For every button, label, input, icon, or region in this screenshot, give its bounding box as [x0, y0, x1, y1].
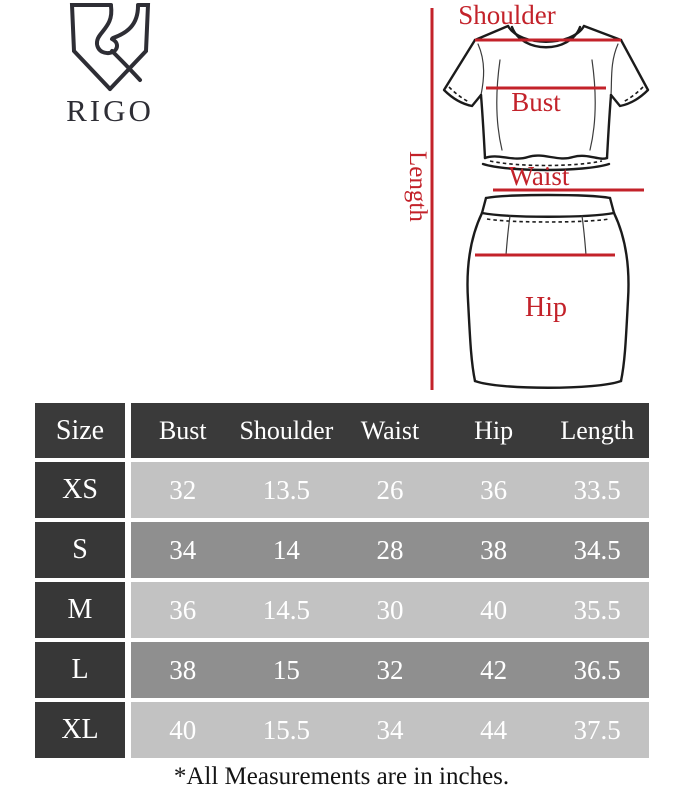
row-label-xl: XL — [35, 702, 125, 758]
bust-label: Bust — [511, 87, 561, 117]
cell-xs-waist: 26 — [376, 474, 404, 505]
cell-m-shoulder: 14.5 — [262, 594, 311, 625]
tshirt-right-armhole-seam — [611, 44, 618, 95]
tshirt-left-sleeve — [444, 40, 481, 106]
header-cell-shoulder: Shoulder — [239, 415, 334, 445]
cell-xs-length: 33.5 — [573, 474, 621, 505]
cell-l-hip: 42 — [480, 654, 508, 685]
row-strip-s — [131, 522, 649, 578]
skirt-waistband-bottom — [482, 213, 614, 217]
r-stem-stroke — [97, 6, 117, 53]
cell-l-shoulder: 15 — [272, 654, 300, 685]
table-row-l — [35, 642, 649, 698]
tshirt-right-side — [607, 95, 611, 158]
cell-xs-shoulder: 13.5 — [262, 474, 311, 505]
tshirt-left-side — [481, 95, 485, 158]
skirt-left-panel-seam — [506, 216, 510, 255]
cell-s-shoulder: 14 — [272, 534, 300, 565]
r-bowl-stroke — [113, 6, 138, 38]
table-row-xs — [35, 462, 649, 518]
brand-logo — [52, 1, 168, 126]
size-table — [35, 403, 649, 758]
header-cell-bust: Bust — [158, 415, 207, 445]
table-row-m — [35, 582, 649, 638]
cell-l-bust: 38 — [169, 654, 197, 685]
cell-xl-length: 37.5 — [573, 714, 621, 745]
cell-l-waist: 32 — [376, 654, 404, 685]
table-header-row — [35, 403, 649, 458]
cell-xl-bust: 40 — [169, 714, 197, 745]
garment-measurement-diagram — [398, 0, 670, 400]
cell-m-waist: 30 — [376, 594, 404, 625]
skirt-waistband-sides — [482, 198, 614, 213]
cell-s-waist: 28 — [376, 534, 404, 565]
rigo-shield-icon — [68, 1, 152, 93]
cell-m-hip: 40 — [480, 594, 508, 625]
brand-name: RIGO — [66, 93, 154, 128]
row-strip-l — [131, 642, 649, 698]
row-strip-m — [131, 582, 649, 638]
tshirt-right-shoulder-seam — [584, 26, 621, 40]
table-row-xl — [35, 702, 649, 758]
r-leg-stroke — [112, 51, 140, 80]
header-cell-length: Length — [560, 415, 634, 445]
row-strip-xs — [131, 462, 649, 518]
cell-s-hip: 38 — [480, 534, 508, 565]
tshirt-left-fold-line — [497, 60, 502, 150]
cell-l-length: 36.5 — [573, 654, 621, 685]
cell-m-bust: 36 — [169, 594, 197, 625]
cell-xs-hip: 36 — [480, 474, 508, 505]
row-label-s: S — [35, 522, 125, 578]
row-strip-xl — [131, 702, 649, 758]
tshirt-hem-top — [485, 156, 607, 159]
cell-m-length: 35.5 — [573, 594, 621, 625]
cell-xs-bust: 32 — [169, 474, 197, 505]
table-row-s — [35, 522, 649, 578]
shoulder-label: Shoulder — [458, 0, 556, 30]
measurement-unit-note: *All Measurements are in inches. — [173, 763, 510, 790]
row-label-xs: XS — [35, 462, 125, 518]
cell-s-bust: 34 — [169, 534, 197, 565]
cell-xl-waist: 34 — [376, 714, 404, 745]
cell-xl-hip: 44 — [480, 714, 508, 745]
skirt-right-side — [614, 213, 628, 381]
header-cell-size: Size — [35, 403, 125, 458]
hip-label: Hip — [525, 292, 567, 323]
cell-xl-shoulder: 15.5 — [262, 714, 311, 745]
tshirt-right-fold-line — [590, 60, 595, 150]
tshirt-left-sleeve-stitch — [449, 87, 469, 102]
skirt-left-side — [468, 213, 482, 381]
row-label-l: L — [35, 642, 125, 698]
header-strip — [131, 403, 649, 458]
header-cell-waist: Waist — [360, 415, 420, 445]
skirt-hem — [475, 381, 621, 388]
shield-left-outline — [72, 5, 111, 89]
tshirt-right-sleeve-stitch — [623, 87, 643, 102]
cell-s-length: 34.5 — [573, 534, 621, 565]
length-label: Length — [404, 151, 431, 222]
tshirt-right-sleeve — [611, 40, 648, 106]
header-cell-hip: Hip — [474, 415, 514, 445]
skirt-waistband-stitch — [487, 219, 609, 222]
skirt-waistband-top — [486, 195, 610, 198]
tshirt-left-armhole-seam — [478, 44, 484, 95]
row-label-m: M — [35, 582, 125, 638]
waist-label: Waist — [508, 161, 570, 191]
